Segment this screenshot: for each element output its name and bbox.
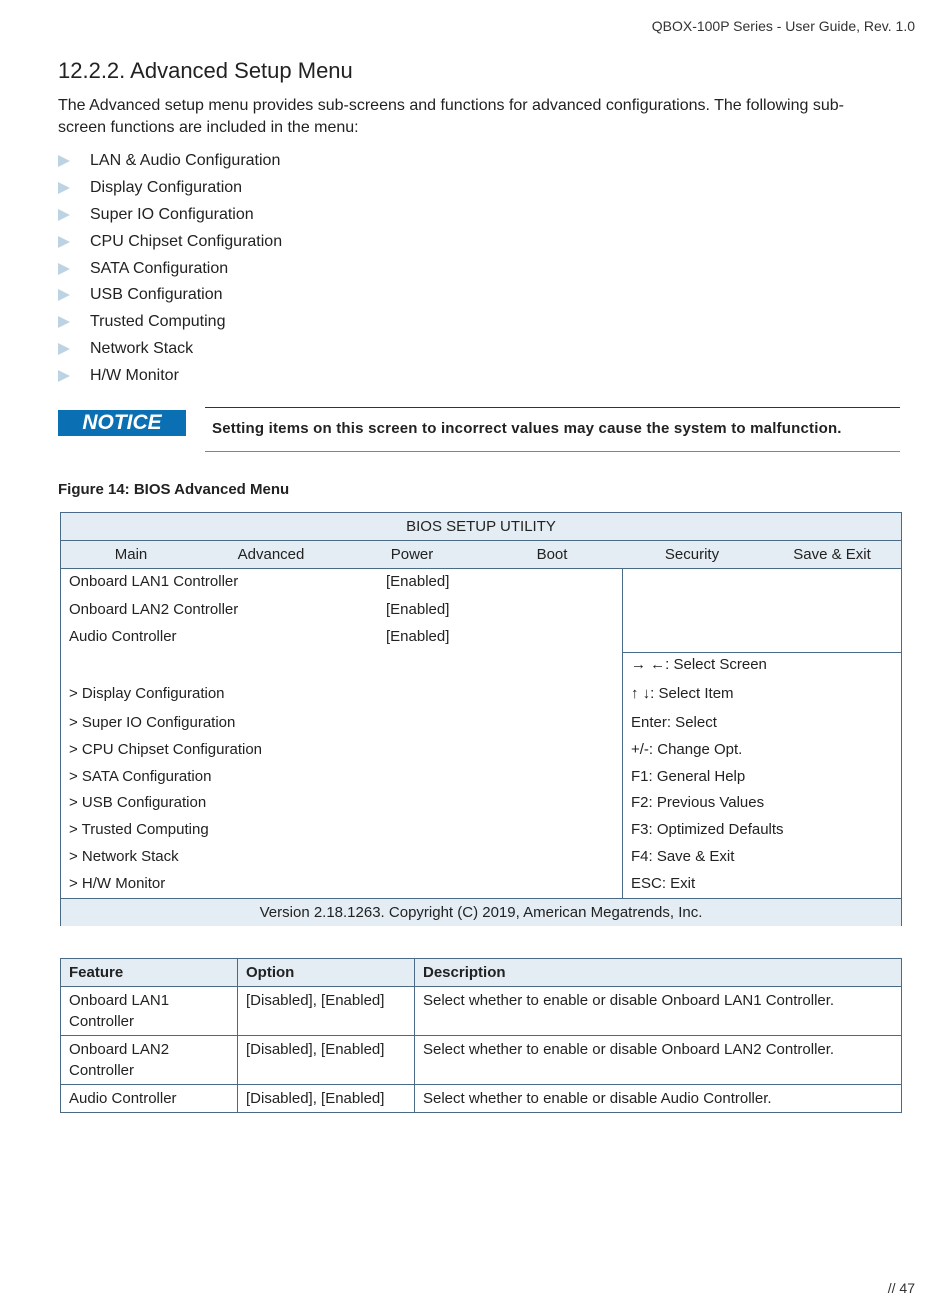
table-cell: Onboard LAN1 Controller (61, 987, 238, 1036)
bios-tab-save-exit: Save & Exit (793, 546, 871, 563)
bios-setting-label: Audio Controller (69, 628, 177, 645)
list-item: CPU Chipset Configuration (58, 228, 282, 255)
bios-help-line: F3: Optimized Defaults (631, 821, 784, 838)
bios-help-line: +/-: Change Opt. (631, 741, 743, 758)
table-cell: Select whether to enable or disable Audio Controller. (415, 1085, 902, 1113)
bios-setting-value: [Enabled] (386, 601, 450, 618)
bios-submenu-item: > Network Stack (69, 848, 179, 865)
notice-text: Setting items on this screen to incorrect values may cause the system to malfunction. (212, 420, 842, 437)
triangle-bullet-icon (58, 209, 70, 221)
bios-submenu-item: > H/W Monitor (69, 875, 166, 892)
bios-setting-value: [Enabled] (386, 573, 450, 590)
table-cell: [Disabled], [Enabled] (238, 1036, 415, 1085)
bios-submenu-item: > Super IO Configuration (69, 714, 236, 731)
list-item: Trusted Computing (58, 309, 282, 336)
table-cell: Onboard LAN2 Controller (61, 1036, 238, 1085)
table-cell: Select whether to enable or disable Onboard LAN2 Controller. (415, 1036, 902, 1085)
bios-setup-screen (60, 512, 902, 926)
bios-submenu-item: > Display Configuration (69, 685, 225, 702)
bios-setting-label: Onboard LAN2 Controller (69, 601, 239, 618)
bios-tab-power: Power (390, 546, 434, 563)
triangle-bullet-icon (58, 289, 70, 301)
bios-help-line: F2: Previous Values (631, 794, 765, 811)
bios-item-help-panel (623, 569, 902, 653)
section-title: 12.2.2. Advanced Setup Menu (58, 58, 353, 83)
bios-help-line: → ←: Select Screen (631, 656, 767, 673)
table-row (61, 987, 902, 1036)
list-item: H/W Monitor (58, 362, 282, 389)
table-header-cell: Option (238, 959, 415, 987)
table-cell: Select whether to enable or disable Onboard LAN1 Controller. (415, 987, 902, 1036)
bios-submenu-item: > CPU Chipset Configuration (69, 741, 263, 758)
intro-paragraph: The Advanced setup menu provides sub-screens and functions for advanced configurations. The following sub-screen functions are included in the menu: (58, 97, 844, 136)
table-header-row (61, 959, 902, 987)
feature-table (60, 958, 902, 1113)
bios-setting-label: Onboard LAN1 Controller (69, 573, 239, 590)
triangle-bullet-icon (58, 370, 70, 382)
triangle-bullet-icon (58, 343, 70, 355)
bios-tab-main: Main (114, 546, 148, 563)
bios-title: BIOS SETUP UTILITY (61, 513, 901, 541)
triangle-bullet-icon (58, 316, 70, 328)
bios-tab-boot: Boot (536, 546, 568, 563)
bios-footer: Version 2.18.1263. Copyright (C) 2019, American Megatrends, Inc. (61, 898, 901, 926)
figure-caption: Figure 14: BIOS Advanced Menu (58, 481, 290, 498)
submenu-bullet-list (58, 148, 282, 389)
bios-help-line: F1: General Help (631, 768, 746, 785)
table-header-cell: Description (415, 959, 902, 987)
list-item: SATA Configuration (58, 255, 282, 282)
bios-help-line: F4: Save & Exit (631, 848, 735, 865)
triangle-bullet-icon (58, 263, 70, 275)
document-header: QBOX-100P Series - User Guide, Rev. 1.0 (651, 18, 915, 34)
notice-badge: NOTICE (58, 410, 186, 436)
bios-help-line: ↑ ↓: Select Item (631, 685, 734, 702)
bios-tab-security: Security (664, 546, 720, 563)
bios-tab-advanced: Advanced (237, 546, 305, 563)
list-item: Network Stack (58, 336, 282, 363)
list-item: USB Configuration (58, 282, 282, 309)
bios-submenu-item: > SATA Configuration (69, 768, 212, 785)
table-cell: Audio Controller (61, 1085, 238, 1113)
list-item: LAN & Audio Configuration (58, 148, 282, 175)
table-header-cell: Feature (61, 959, 238, 987)
bios-help-line: Enter: Select (631, 714, 717, 731)
triangle-bullet-icon (58, 155, 70, 167)
table-cell: [Disabled], [Enabled] (238, 987, 415, 1036)
bios-setting-value: [Enabled] (386, 628, 450, 645)
table-row (61, 1085, 902, 1113)
bios-menu-bar (61, 541, 901, 569)
triangle-bullet-icon (58, 182, 70, 194)
list-item: Super IO Configuration (58, 202, 282, 229)
table-row (61, 1036, 902, 1085)
bios-submenu-item: > USB Configuration (69, 794, 207, 811)
page-number: // 47 (887, 1280, 915, 1296)
bios-help-line: ESC: Exit (631, 875, 696, 892)
bios-submenu-item: > Trusted Computing (69, 821, 209, 838)
table-cell: [Disabled], [Enabled] (238, 1085, 415, 1113)
triangle-bullet-icon (58, 236, 70, 248)
list-item: Display Configuration (58, 175, 282, 202)
